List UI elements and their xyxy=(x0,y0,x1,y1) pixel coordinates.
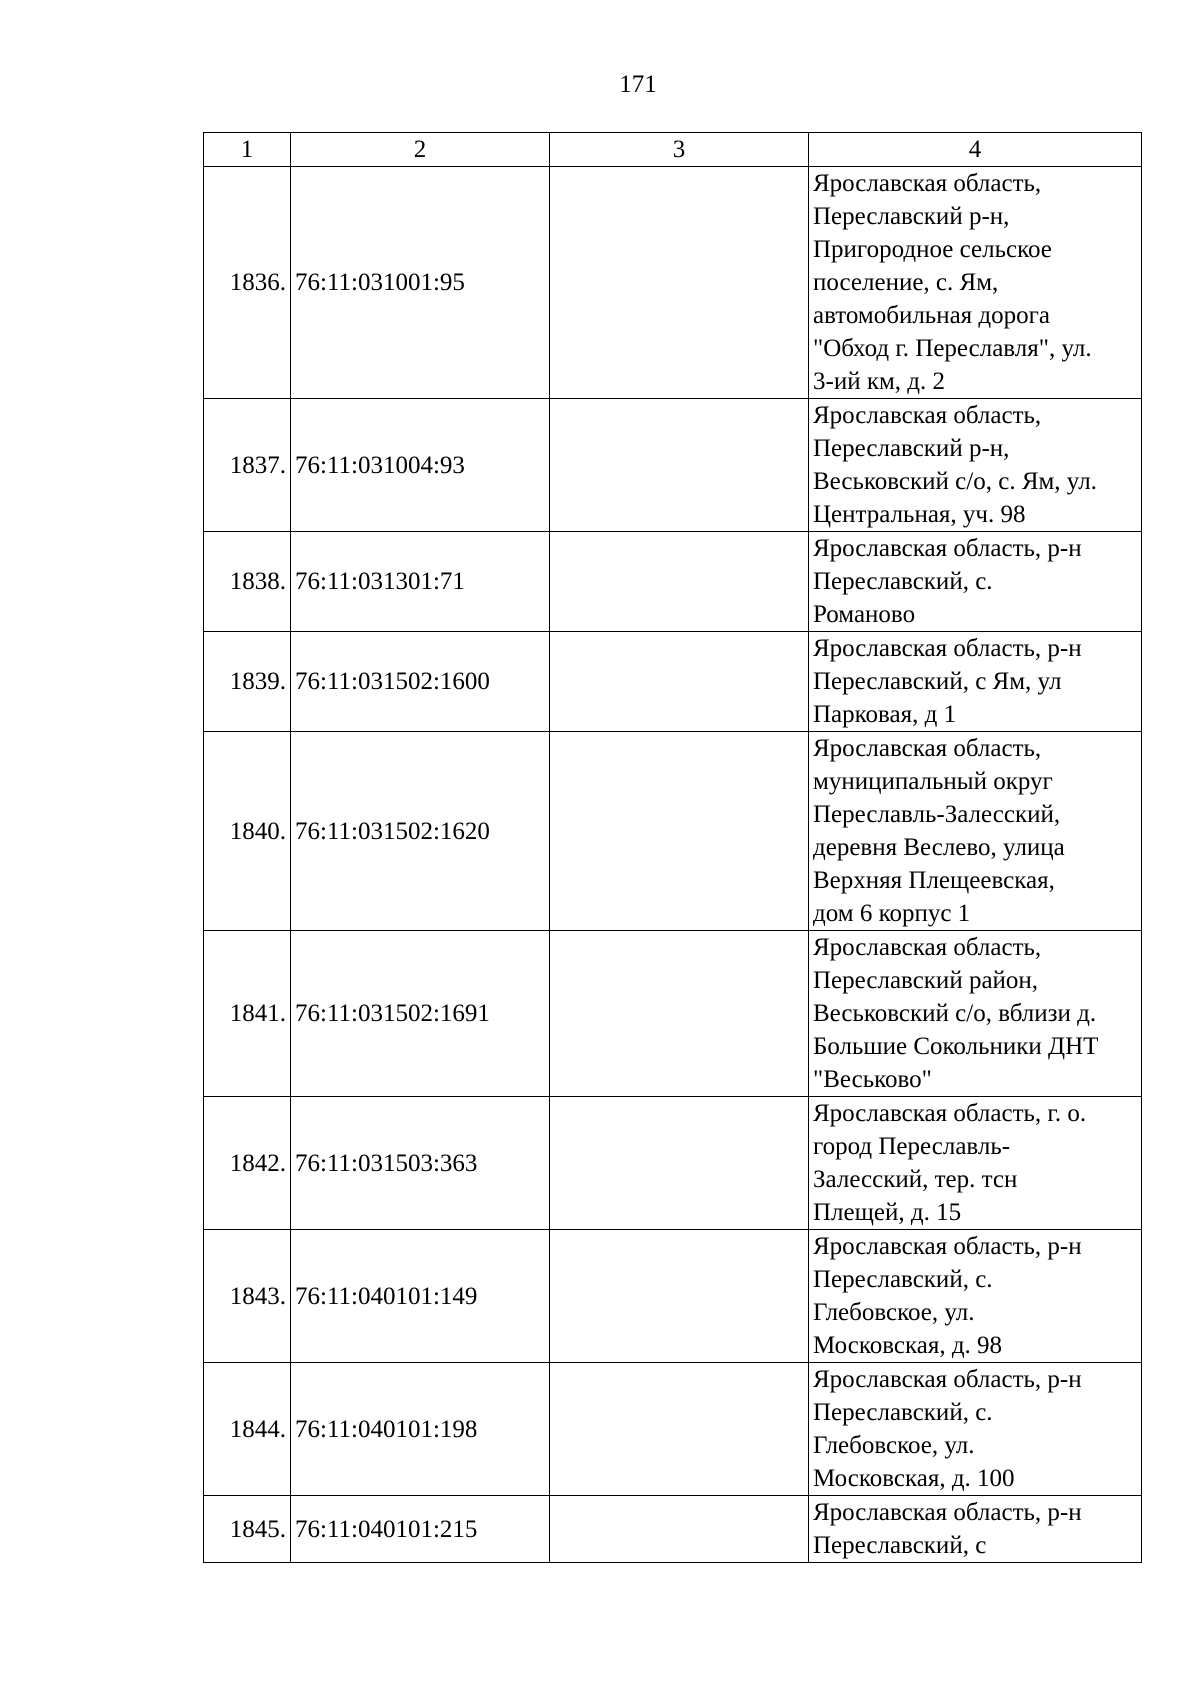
cadastral-number: 76:11:031502:1600 xyxy=(291,632,550,732)
address-line: Ярославская область, р-н xyxy=(813,1499,1082,1526)
address-line: Ярославская область, xyxy=(813,402,1042,429)
address-line: Глебовское, ул. xyxy=(813,1432,975,1459)
table-row xyxy=(204,1097,1142,1230)
address-line: Пригородное сельское xyxy=(813,236,1052,263)
address-line: Ярославская область, р-н xyxy=(813,1366,1082,1393)
address-line: Переславский, с Ям, ул xyxy=(813,668,1062,695)
address-line: дом 6 корпус 1 xyxy=(813,900,971,927)
address-line: Ярославская область, г. о. xyxy=(813,1100,1087,1127)
address-line: Московская, д. 100 xyxy=(813,1465,1015,1492)
address-cell xyxy=(809,1230,1142,1363)
column-3-cell xyxy=(550,1097,809,1230)
column-header-2: 2 xyxy=(291,133,550,167)
cadastral-number: 76:11:040101:215 xyxy=(291,1496,550,1563)
cadastral-number: 76:11:040101:198 xyxy=(291,1363,550,1496)
address-line: Переславль-Залесский, xyxy=(813,801,1061,828)
address-line: Переславский, с. xyxy=(813,1266,993,1293)
address-line: Переславский район, xyxy=(813,967,1039,994)
table-row xyxy=(204,532,1142,632)
address-line: автомобильная дорога xyxy=(813,302,1050,329)
column-3-cell xyxy=(550,399,809,532)
row-number: 1845. xyxy=(204,1496,291,1563)
cadastral-number: 76:11:031004:93 xyxy=(291,399,550,532)
column-3-cell xyxy=(550,167,809,399)
cadastral-number: 76:11:031301:71 xyxy=(291,532,550,632)
address-line: Веськовский с/о, вблизи д. xyxy=(813,1000,1097,1027)
column-header-3: 3 xyxy=(550,133,809,167)
address-line: "Обход г. Переславля", ул. xyxy=(813,335,1092,362)
address-cell xyxy=(809,532,1142,632)
address-cell xyxy=(809,732,1142,931)
row-number: 1844. xyxy=(204,1363,291,1496)
row-number: 1836. xyxy=(204,167,291,399)
address-line: Переславский, с xyxy=(813,1532,987,1559)
address-cell xyxy=(809,1496,1142,1563)
row-number: 1839. xyxy=(204,632,291,732)
registry-table xyxy=(203,132,1142,1563)
address-line: Переславский, с. xyxy=(813,1399,993,1426)
table-row xyxy=(204,1496,1142,1563)
page-number: 171 xyxy=(619,71,657,98)
table-header-row xyxy=(204,133,1142,167)
table-body xyxy=(204,167,1142,1563)
column-header-1: 1 xyxy=(204,133,291,167)
address-line: Верхняя Плещеевская, xyxy=(813,867,1055,894)
table-row xyxy=(204,632,1142,732)
address-line: Романово xyxy=(813,601,916,628)
cadastral-number: 76:11:040101:149 xyxy=(291,1230,550,1363)
address-line: Ярославская область, xyxy=(813,735,1042,762)
address-line: Переславский, с. xyxy=(813,568,993,595)
address-cell xyxy=(809,399,1142,532)
column-header-4: 4 xyxy=(809,133,1142,167)
table-row xyxy=(204,931,1142,1097)
column-3-cell xyxy=(550,632,809,732)
column-3-cell xyxy=(550,732,809,931)
table-row xyxy=(204,1230,1142,1363)
column-3-cell xyxy=(550,1230,809,1363)
address-line: муниципальный округ xyxy=(813,768,1053,795)
address-line: Залесский, тер. тсн xyxy=(813,1166,1018,1193)
address-cell xyxy=(809,1097,1142,1230)
column-3-cell xyxy=(550,532,809,632)
column-3-cell xyxy=(550,1496,809,1563)
address-line: Ярославская область, р-н xyxy=(813,635,1082,662)
address-line: Ярославская область, р-н xyxy=(813,535,1082,562)
cadastral-number: 76:11:031503:363 xyxy=(291,1097,550,1230)
address-line: Плещей, д. 15 xyxy=(813,1199,962,1226)
address-line: Ярославская область, xyxy=(813,170,1042,197)
address-line: Ярославская область, xyxy=(813,934,1042,961)
address-line: Парковая, д 1 xyxy=(813,701,957,728)
address-cell xyxy=(809,632,1142,732)
address-line: деревня Веслево, улица xyxy=(813,834,1065,861)
address-cell xyxy=(809,931,1142,1097)
address-line: "Веськово" xyxy=(813,1066,932,1093)
table-row xyxy=(204,732,1142,931)
row-number: 1838. xyxy=(204,532,291,632)
column-3-cell xyxy=(550,1363,809,1496)
row-number: 1837. xyxy=(204,399,291,532)
address-cell xyxy=(809,167,1142,399)
address-line: Переславский р-н, xyxy=(813,435,1010,462)
address-line: поселение, с. Ям, xyxy=(813,269,999,296)
column-3-cell xyxy=(550,931,809,1097)
table-row xyxy=(204,399,1142,532)
address-line: город Переславль- xyxy=(813,1133,1011,1160)
address-line: Глебовское, ул. xyxy=(813,1299,975,1326)
address-line: 3-ий км, д. 2 xyxy=(813,368,946,395)
cadastral-number: 76:11:031502:1691 xyxy=(291,931,550,1097)
row-number: 1842. xyxy=(204,1097,291,1230)
address-line: Центральная, уч. 98 xyxy=(813,501,1026,528)
cadastral-number: 76:11:031001:95 xyxy=(291,167,550,399)
table-row xyxy=(204,167,1142,399)
row-number: 1841. xyxy=(204,931,291,1097)
cadastral-number: 76:11:031502:1620 xyxy=(291,732,550,931)
address-line: Ярославская область, р-н xyxy=(813,1233,1082,1260)
row-number: 1843. xyxy=(204,1230,291,1363)
table-row xyxy=(204,1363,1142,1496)
address-line: Веськовский с/о, с. Ям, ул. xyxy=(813,468,1097,495)
address-line: Московская, д. 98 xyxy=(813,1332,1003,1359)
row-number: 1840. xyxy=(204,732,291,931)
address-line: Переславский р-н, xyxy=(813,203,1010,230)
address-cell xyxy=(809,1363,1142,1496)
address-line: Большие Сокольники ДНТ xyxy=(813,1033,1099,1060)
